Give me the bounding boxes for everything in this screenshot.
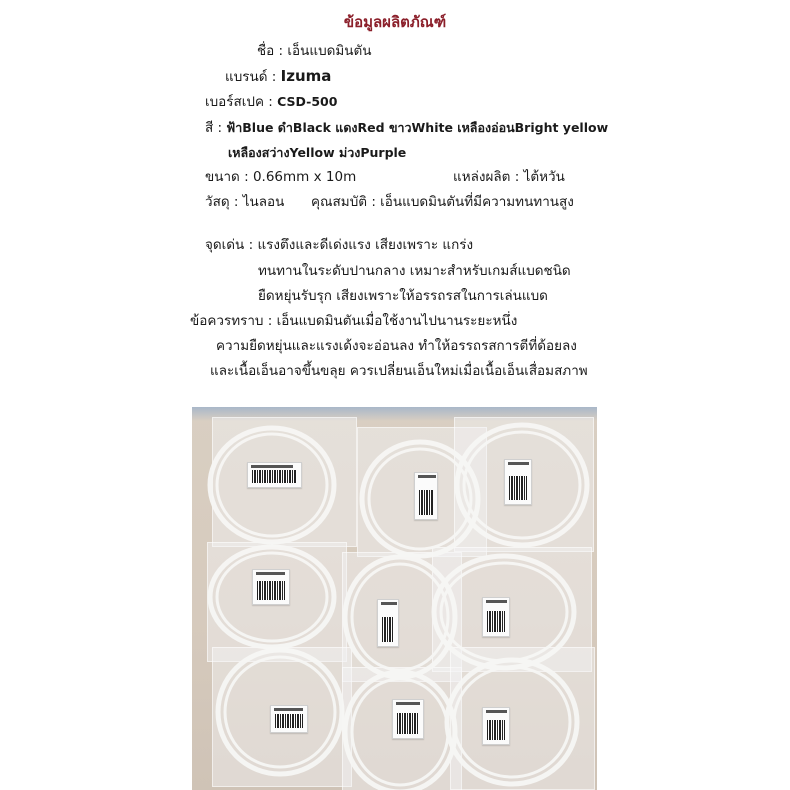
highlights-row-2 xyxy=(258,262,571,280)
model-row xyxy=(205,93,337,111)
model-label: เบอร์สเปค : xyxy=(205,94,273,110)
barcode-label xyxy=(504,459,532,505)
material-label: วัสดุ : xyxy=(205,194,239,210)
name-row xyxy=(257,42,372,60)
size-row xyxy=(205,168,356,186)
barcode-label xyxy=(392,699,424,739)
barcode-label xyxy=(247,462,302,488)
notes-row-3 xyxy=(210,362,588,380)
material-row xyxy=(205,193,284,211)
barcode-label xyxy=(414,472,438,520)
name-value: เอ็นแบดมินตัน xyxy=(287,43,372,59)
barcode-label xyxy=(377,599,399,647)
colors-line-1: ฟ้าBlue ดำBlack แดงRed ขาวWhite เหลืองอ่อนBright yellow xyxy=(226,120,609,135)
brand-label: แบรนด์ : xyxy=(225,69,277,85)
highlights-row xyxy=(205,236,473,254)
property-label: คุณสมบัติ : xyxy=(311,194,376,210)
name-label: ชื่อ : xyxy=(257,43,284,59)
notes-line-2: ความยืดหยุ่นและแรงเด้งจะอ่อนลง ทำให้อรรถรสการตีที่ด้อยลง xyxy=(216,338,577,354)
size-label: ขนาด : xyxy=(205,169,249,185)
highlights-row-3 xyxy=(258,287,548,305)
colors-label: สี : xyxy=(205,120,223,136)
colors-line-2: เหลืองสว่างYellow ม่วงPurple xyxy=(228,145,407,160)
notes-line-3: และเนื้อเอ็นอาจขึ้นขลุย ควรเปลี่ยนเอ็นใหม่เมื่อเนื้อเอ็นเสื่อมสภาพ xyxy=(210,363,588,379)
colors-row-2 xyxy=(228,144,406,162)
page-title: ข้อมูลผลิตภัณฑ์ xyxy=(343,13,447,31)
colors-row xyxy=(205,119,608,137)
notes-line-1: เอ็นแบดมินตันเมื่อใช้งานไปนานระยะหนึ่ง xyxy=(276,313,518,329)
notes-label: ข้อควรทราบ : xyxy=(190,313,273,329)
property-row xyxy=(311,193,574,211)
barcode-label xyxy=(482,707,510,745)
highlights-line-2: ทนทานในระดับปานกลาง เหมาะสำหรับเกมส์แบดชนิด xyxy=(258,263,571,279)
property-value: เอ็นแบดมินตันที่มีความทนทานสูง xyxy=(380,194,574,210)
size-value: 0.66mm x 10m xyxy=(252,169,357,185)
barcode-label xyxy=(252,569,290,605)
highlights-label: จุดเด่น : xyxy=(205,237,254,253)
notes-row xyxy=(190,312,517,330)
origin-row xyxy=(453,168,565,186)
notes-row-2 xyxy=(216,337,577,355)
model-value: CSD-500 xyxy=(277,94,338,109)
barcode-label xyxy=(482,597,510,637)
product-photo xyxy=(192,407,597,790)
origin-value: ไต้หวัน xyxy=(523,169,565,185)
highlights-line-3: ยืดหยุ่นรับรุก เสียงเพราะให้อรรถรสในการเล่นแบด xyxy=(258,288,548,304)
barcode-label xyxy=(270,705,308,733)
highlights-line-1: แรงตึงและดีเด่งแรง เสียงเพราะ แกร่ง xyxy=(257,237,474,253)
origin-label: แหล่งผลิต : xyxy=(453,169,520,185)
brand-row xyxy=(225,67,331,86)
brand-value: Izuma xyxy=(280,67,332,85)
material-value: ไนลอน xyxy=(242,194,285,210)
